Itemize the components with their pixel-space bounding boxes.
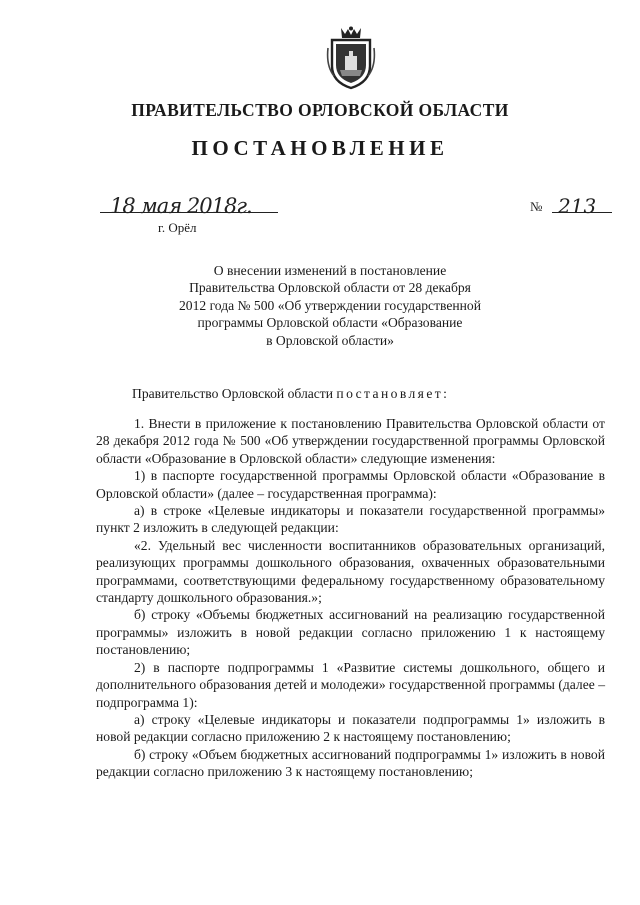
paragraph: а) в строке «Целевые индикаторы и показатели государственной программы» пункт 2 изложить в следующей редакции: bbox=[96, 503, 605, 536]
number-label: № bbox=[530, 199, 543, 214]
paragraph: 1. Внести в приложение к постановлению Правительства Орловской области от 28 декабря 2012 года № 500 «Об утверждении государственной программы Орловской области «Образование в Орловской области» следующие изменения: bbox=[96, 416, 605, 466]
intro-spaced-word: постановляет: bbox=[336, 386, 450, 401]
decree-title-line: в Орловской области» bbox=[266, 332, 394, 348]
handwritten-number: 213 bbox=[558, 194, 597, 218]
document-type-title: ПОСТАНОВЛЕНИЕ bbox=[191, 136, 449, 160]
handwritten-date: 18 мая 2018г. bbox=[110, 194, 252, 218]
paragraph: 1) в паспорте государственной программы Орловской области «Образование в Орловской области» (далее – государственная программа): bbox=[96, 468, 605, 501]
decree-title-line: программы Орловской области «Образование bbox=[197, 315, 463, 331]
city-label: г. Орёл bbox=[158, 220, 197, 235]
paragraph: б) строку «Объемы бюджетных ассигнований на реализацию государственной программы» изложить в новой редакции согласно приложению 1 к настоящему постановлению; bbox=[96, 607, 605, 658]
government-name: ПРАВИТЕЛЬСТВО ОРЛОВСКОЙ ОБЛАСТИ bbox=[131, 100, 509, 120]
resolution-intro bbox=[132, 386, 449, 402]
intro-text: Правительство Орловской области bbox=[132, 386, 337, 401]
paragraph: б) строку «Объем бюджетных ассигнований подпрограммы 1» изложить в новой редакции согласно приложению 3 к настоящему постановлению; bbox=[96, 746, 605, 780]
paragraph: а) строку «Целевые индикаторы и показатели подпрограммы 1» изложить в новой редакции согласно приложению 2 к настоящему постановлению; bbox=[96, 711, 605, 745]
date-underline bbox=[100, 212, 278, 213]
decree-body bbox=[96, 415, 605, 781]
paragraph: 2) в паспорте подпрограммы 1 «Развитие системы дошкольного, общего и дополнительного образования детей и молодежи» государственной программы (далее – подпрограмма 1): bbox=[96, 659, 605, 710]
coat-of-arms-icon bbox=[326, 26, 376, 90]
decree-title bbox=[150, 262, 510, 349]
decree-title-line: 2012 года № 500 «Об утверждении государственной bbox=[178, 297, 481, 313]
paragraph: «2. Удельный вес численности воспитанников образовательных организаций, реализующих программы дошкольного образования, охваченных образовательными программами, соответствующими федеральному государственному образовательному стандарту дошкольного образования.»; bbox=[96, 537, 605, 606]
decree-title-line: О внесении изменений в постановление bbox=[213, 263, 447, 278]
decree-title-line: Правительства Орловской области от 28 декабря bbox=[189, 280, 471, 296]
number-underline bbox=[552, 212, 612, 213]
